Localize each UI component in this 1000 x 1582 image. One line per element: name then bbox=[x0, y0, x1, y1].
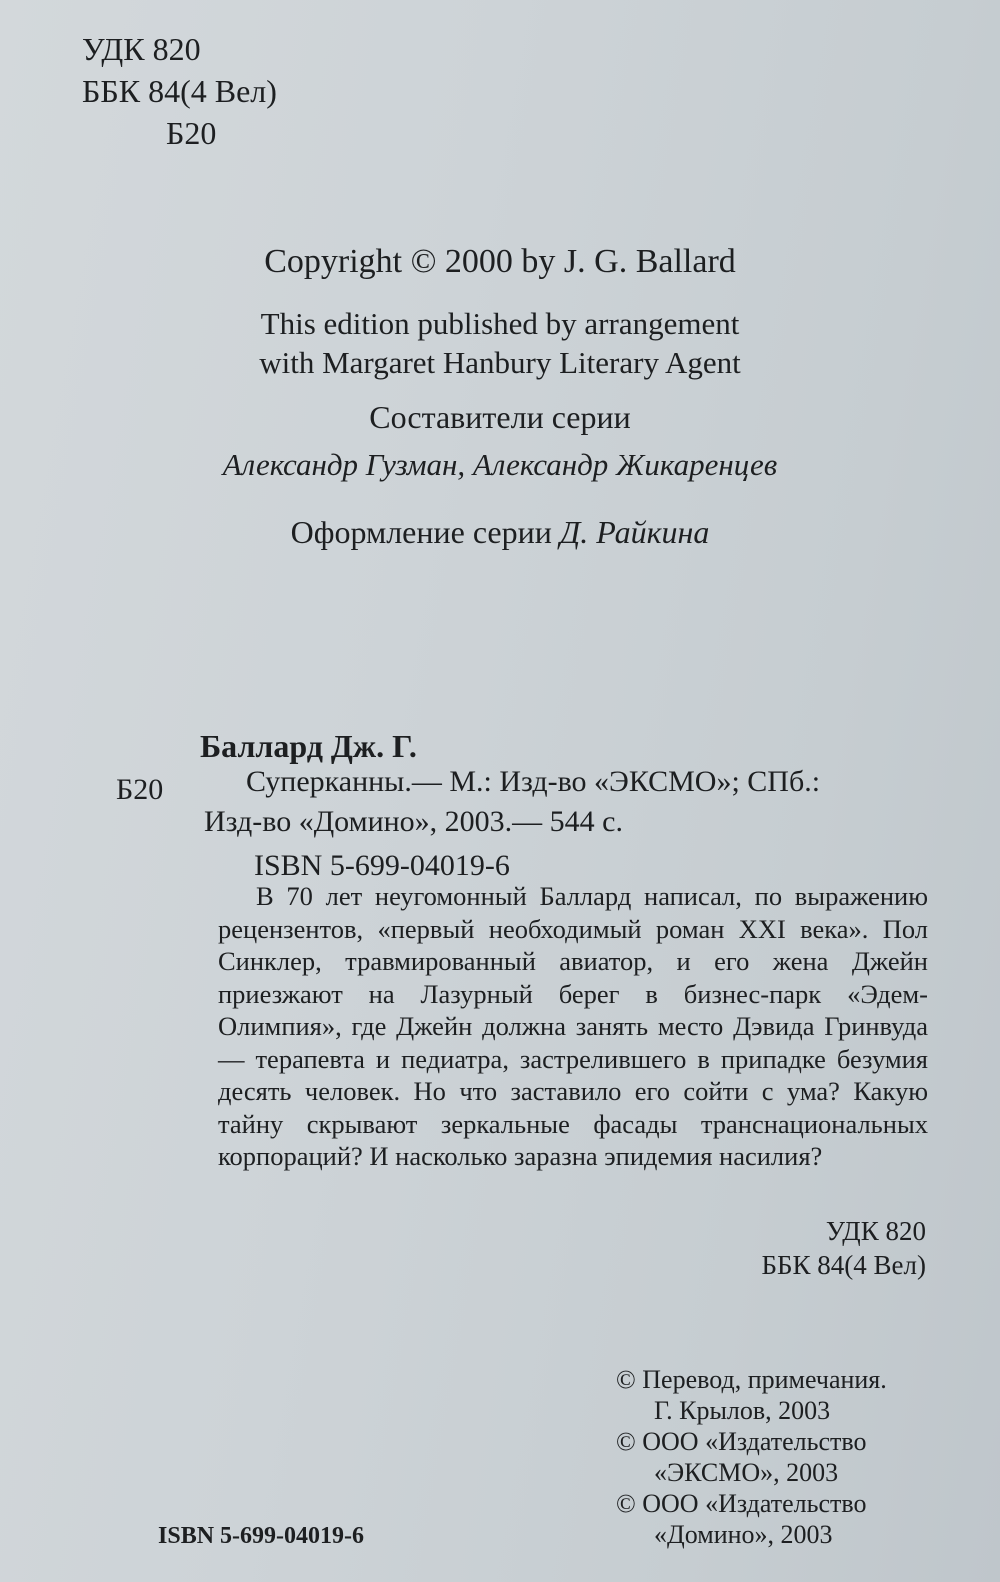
copyright-item-line-2: Г. Крылов, 2003 bbox=[654, 1396, 831, 1425]
bib-line-1: Суперканны.— М.: Изд-во «ЭКСМО»; СПб.: bbox=[246, 765, 821, 798]
copyright-item bbox=[616, 1426, 887, 1488]
copyright-item-line-1: © ООО «Издательство bbox=[616, 1427, 867, 1456]
series-designer: Д. Райкина bbox=[559, 514, 710, 550]
bbk-code-right: ББК 84(4 Вел) bbox=[761, 1250, 926, 1280]
series-design-label: Оформление серии bbox=[290, 514, 552, 550]
series-compilers-names: Александр Гузман, Александр Жикаренцев bbox=[222, 447, 778, 482]
codes-right bbox=[762, 1214, 926, 1282]
edition-note-line-1: This edition published by arrangement bbox=[260, 306, 740, 341]
copyright-item-line-2: «ЭКСМО», 2003 bbox=[654, 1458, 839, 1487]
bbk-code: ББК 84(4 Вел) bbox=[82, 73, 277, 109]
edition-note bbox=[0, 304, 1000, 382]
copyright-item-line-1: © Перевод, примечания. bbox=[616, 1365, 887, 1394]
copyright-list bbox=[616, 1364, 887, 1550]
author-sign: Б20 bbox=[166, 115, 217, 151]
copyright-item-line-2: «Домино», 2003 bbox=[654, 1520, 833, 1549]
bib-author: Баллард Дж. Г. bbox=[200, 728, 417, 764]
series-compilers-label: Составители серии bbox=[369, 399, 631, 435]
annotation-text: В 70 лет неугомонный Баллард написал, по выражению рецензентов, «первый необходимый роман XXI века». Пол Синклер, травмированный авиатор, и его жена Джейн приезжают на Лазурный берег в бизнес-парк «Эдем-Олимпия», где Джейн должна занять место Дэвида Гринвуда — терапевта и педиатра, застрелившего в припадке безумия десять человек. Но что заставило его сойти с ума? Какую тайну скрывают зеркальные фасады транснациональных корпораций? И насколько заразна эпидемия насилия? bbox=[218, 881, 928, 1171]
copyright-line: Copyright © 2000 by J. G. Ballard bbox=[264, 243, 736, 280]
bib-isbn: ISBN 5-699-04019-6 bbox=[254, 849, 510, 882]
udk-code: УДК 820 bbox=[82, 31, 201, 67]
copyright-item bbox=[616, 1364, 887, 1426]
classification-block bbox=[82, 28, 277, 154]
bib-description bbox=[204, 762, 820, 842]
series-design bbox=[0, 510, 1000, 554]
udk-code-right: УДК 820 bbox=[825, 1216, 926, 1246]
bib-code: Б20 bbox=[116, 773, 164, 806]
copyright-item bbox=[616, 1488, 887, 1550]
isbn-bottom: ISBN 5-699-04019-6 bbox=[158, 1523, 365, 1549]
copyright-item-line-1: © ООО «Издательство bbox=[616, 1489, 867, 1518]
bib-line-2: Изд-во «Домино», 2003.— 544 с. bbox=[204, 805, 623, 838]
show-through-shadow bbox=[640, 30, 655, 99]
edition-note-line-2: with Margaret Hanbury Literary Agent bbox=[259, 345, 741, 380]
